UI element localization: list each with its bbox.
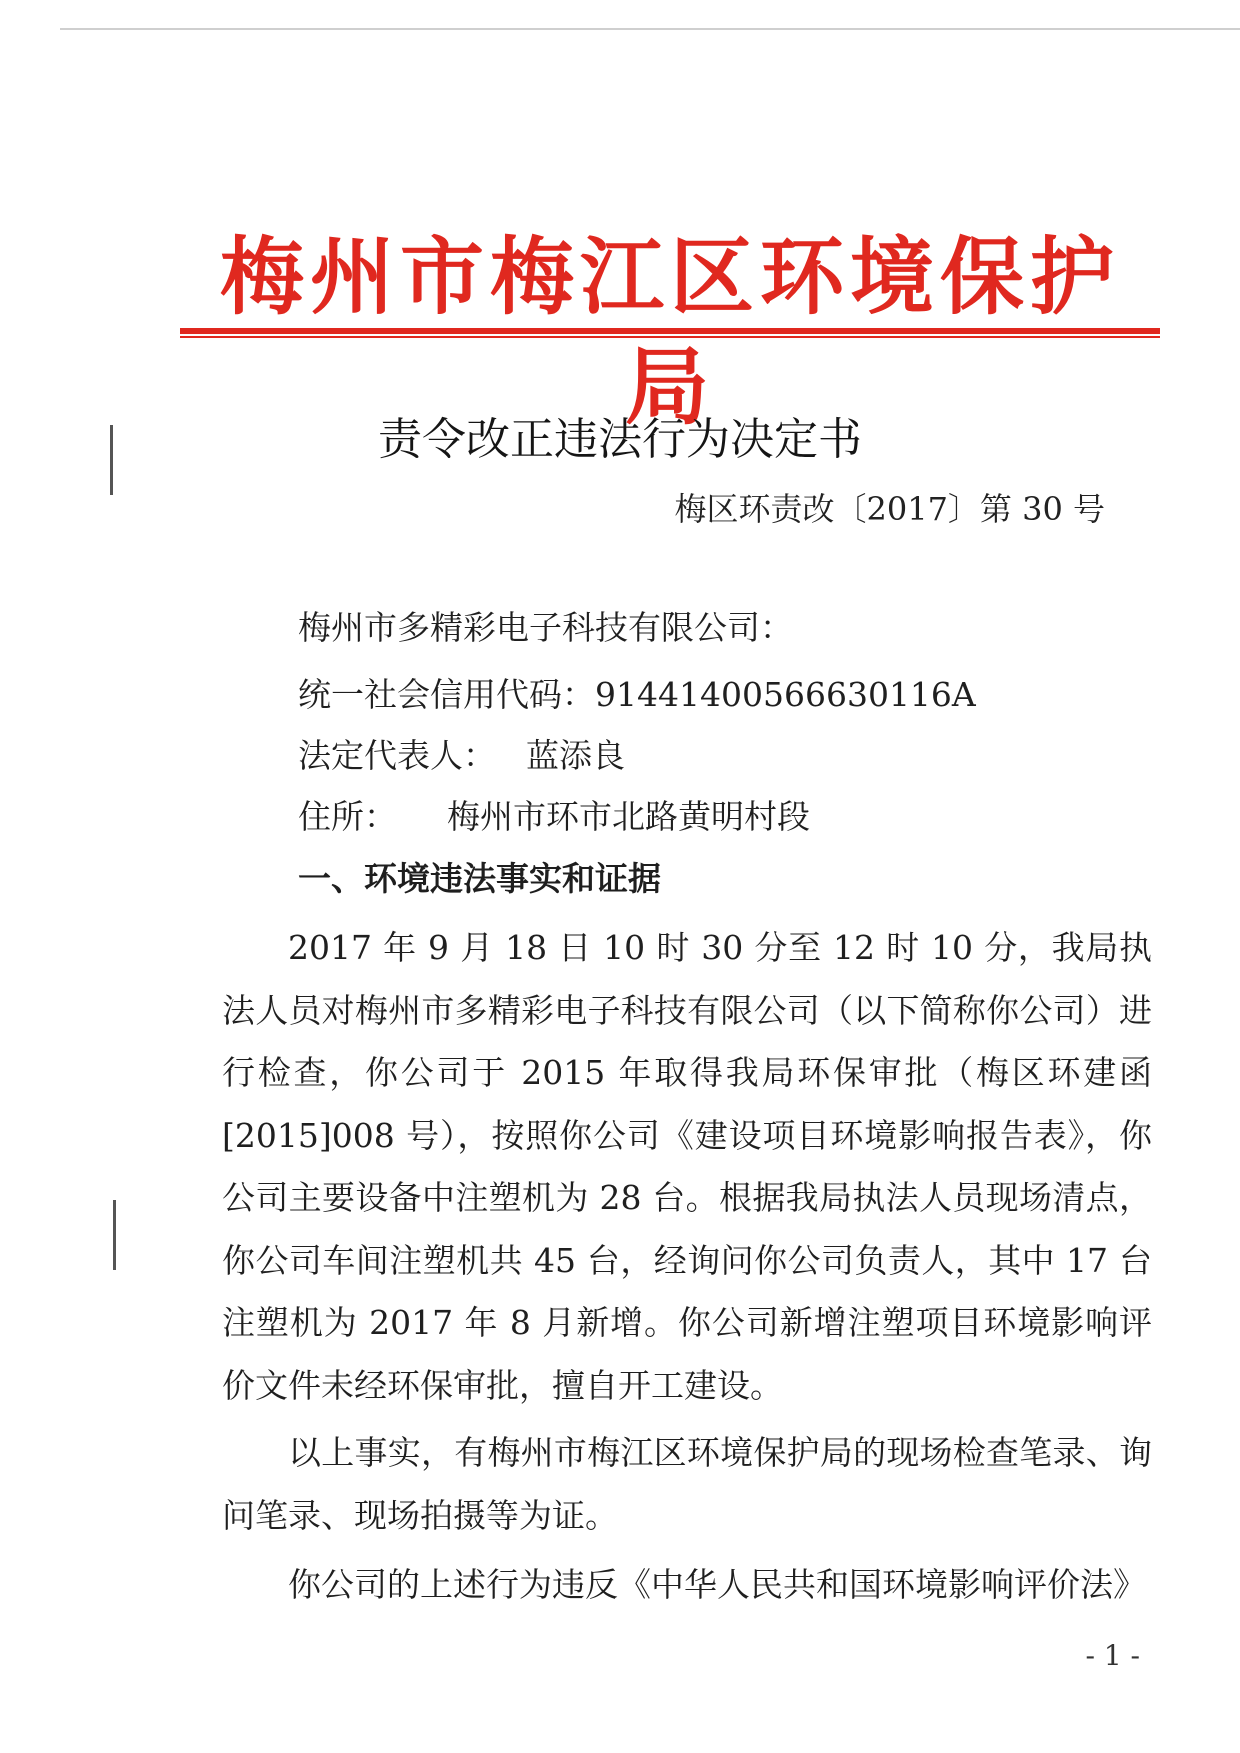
paragraph-violation: 你公司的上述行为违反《中华人民共和国环境影响评价法》 bbox=[288, 1565, 1146, 1604]
section-heading-facts: 一、环境违法事实和证据 bbox=[298, 859, 661, 898]
address-line bbox=[298, 793, 810, 841]
page-number: - 1 - bbox=[1085, 1639, 1140, 1672]
address-label: 住所： bbox=[298, 797, 397, 836]
document-number: 梅区环责改〔2017〕第 30 号 bbox=[674, 490, 1105, 528]
paragraph-evidence: 以上事实，有梅州市梅江区环境保护局的现场检查笔录、询问笔录、现场拍摄等为证。 bbox=[222, 1433, 1152, 1535]
scan-top-edge bbox=[60, 28, 1240, 30]
document-title: 责令改正违法行为决定书 bbox=[378, 414, 862, 465]
credit-code-line bbox=[298, 671, 976, 719]
addressee: 梅州市多精彩电子科技有限公司： bbox=[298, 608, 793, 647]
letterhead-agency-name: 梅州市梅江区环境保护局 bbox=[219, 228, 1120, 436]
credit-code-value: 91441400566630116A bbox=[595, 675, 976, 714]
paragraph-facts: 2017 年 9 月 18 日 10 时 30 分至 12 时 10 分，我局执法人员对梅州市多精彩电子科技有限公司（以下简称你公司）进行检查，你公司于 2015 年取得我局环保审批（梅区环建函[2015]008 号），按照你公司《建设项目环境影响报告表》，你公司主要设备中注塑机为 28 台。根据我局执法人员现场清点，你公司车间注塑机共 45 台，经询问你公司负责人，其中 17 台注塑机为 2017 年 8 月新增。你公司新增注塑项目环境影响评价文件未经环保审批，擅自开工建设。 bbox=[222, 928, 1152, 1405]
legal-rep-value: 蓝添良 bbox=[526, 736, 625, 775]
letterhead-red-rule bbox=[180, 328, 1160, 334]
binding-mark bbox=[113, 1200, 116, 1270]
legal-representative-line bbox=[298, 732, 625, 780]
legal-rep-label: 法定代表人： bbox=[298, 736, 496, 775]
letterhead-red-rule-thin bbox=[180, 336, 1160, 338]
credit-code-label: 统一社会信用代码： bbox=[298, 675, 595, 714]
address-value: 梅州市环市北路黄明村段 bbox=[447, 797, 810, 836]
